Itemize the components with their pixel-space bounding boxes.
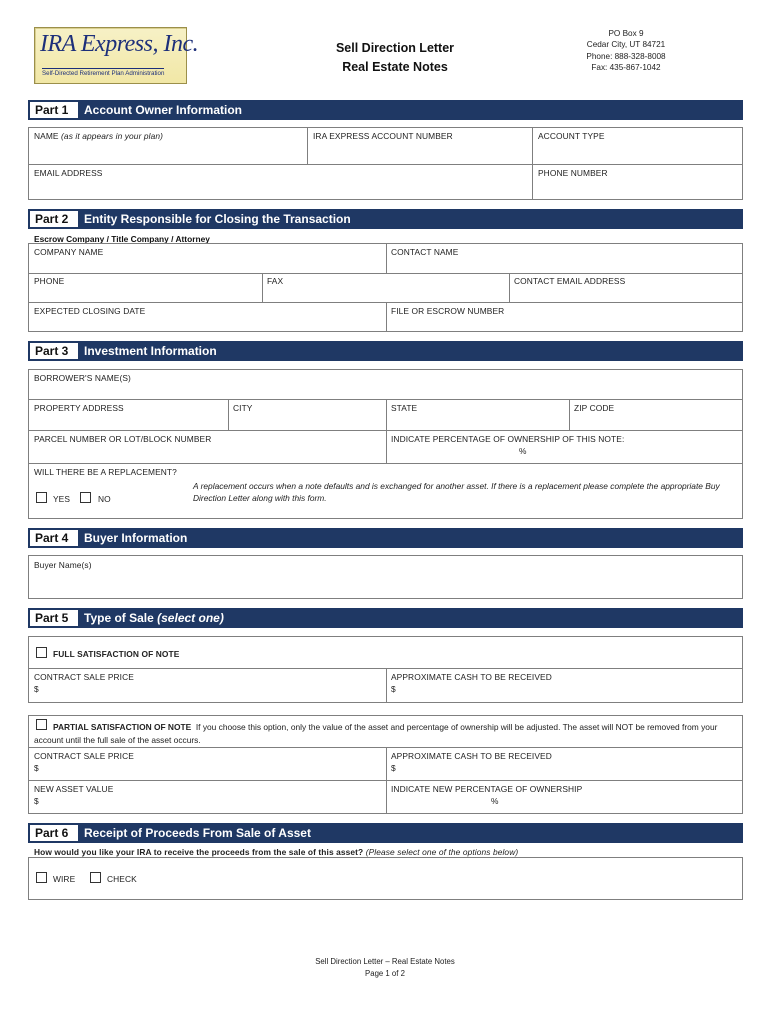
- name-hint: (as it appears in your plan): [61, 131, 164, 141]
- part3-title: Investment Information: [84, 344, 217, 358]
- part2-header: [28, 209, 743, 229]
- percent-sign: %: [519, 446, 527, 456]
- title-line-1: Sell Direction Letter: [335, 41, 455, 55]
- part2-title: Entity Responsible for Closing the Transaction: [84, 212, 351, 226]
- document-title: [300, 39, 490, 77]
- phone-field[interactable]: PHONE NUMBER: [538, 168, 608, 178]
- no-label: NO: [98, 494, 111, 504]
- dollar-sign: $: [34, 763, 39, 773]
- proceeds-question: [34, 847, 518, 857]
- wire-label: WIRE: [53, 874, 76, 884]
- company-phone-field[interactable]: PHONE: [34, 276, 65, 286]
- full-satisfaction-label: FULL SATISFACTION OF NOTE: [53, 649, 180, 659]
- account-type-field[interactable]: ACCOUNT TYPE: [538, 131, 605, 141]
- name-field[interactable]: [34, 131, 163, 141]
- contact-name-field[interactable]: CONTACT NAME: [391, 247, 459, 257]
- address-line: Cedar City, UT 84721: [586, 40, 666, 50]
- part3-number: Part 3: [30, 343, 78, 359]
- divider: [28, 273, 743, 274]
- page-number: Page 1 of 2: [365, 969, 405, 978]
- ownership-percentage-field[interactable]: INDICATE PERCENTAGE OF OWNERSHIP OF THIS NOTE:: [391, 434, 625, 444]
- part3-header: [28, 341, 743, 361]
- yes-label: YES: [53, 494, 71, 504]
- divider: [386, 302, 387, 332]
- part5-title-text: Type of Sale: [84, 611, 154, 625]
- company-logo: [34, 27, 199, 84]
- part1-header: [28, 100, 743, 120]
- part4-form: [28, 555, 743, 599]
- dollar-sign: $: [34, 796, 39, 806]
- zip-code-field[interactable]: ZIP CODE: [574, 403, 615, 413]
- company-name-field[interactable]: COMPANY NAME: [34, 247, 104, 257]
- part5-number: Part 5: [30, 610, 78, 626]
- replacement-yes-checkbox[interactable]: [36, 492, 47, 503]
- address-line: PO Box 9: [608, 29, 644, 38]
- dollar-sign: $: [391, 763, 396, 773]
- logo-text: IRA Express, Inc.: [40, 31, 199, 57]
- buyer-name-field[interactable]: Buyer Name(s): [34, 560, 92, 570]
- address-line: Phone: 888-328-8008: [586, 51, 666, 61]
- part4-title: Buyer Information: [84, 531, 188, 545]
- check-checkbox[interactable]: [90, 872, 101, 883]
- percent-sign: %: [491, 796, 499, 806]
- divider: [386, 243, 387, 273]
- divider: [28, 463, 743, 464]
- part6-title: Receipt of Proceeds From Sale of Asset: [84, 826, 311, 840]
- contact-email-field[interactable]: CONTACT EMAIL ADDRESS: [514, 276, 626, 286]
- part1-number: Part 1: [30, 102, 78, 118]
- proceeds-question-text: How would you like your IRA to receive the proceeds from the sale of this asset?: [34, 847, 364, 857]
- title-line-2: Real Estate Notes: [342, 60, 448, 74]
- part2-subheading: Escrow Company / Title Company / Attorney: [34, 234, 210, 244]
- partial-satisfaction-text: [34, 721, 739, 746]
- property-address-field[interactable]: PROPERTY ADDRESS: [34, 403, 124, 413]
- check-label: CHECK: [107, 874, 137, 884]
- partial-contract-price-field[interactable]: CONTRACT SALE PRICE: [34, 751, 134, 761]
- part6-number: Part 6: [30, 825, 78, 841]
- footer-title: Sell Direction Letter – Real Estate Notes: [315, 957, 455, 966]
- replacement-question: WILL THERE BE A REPLACEMENT?: [34, 467, 177, 477]
- logo-subtext: Self-Directed Retirement Plan Administration: [42, 70, 165, 77]
- replacement-note: A replacement occurs when a note defaults and is exchanged for another asset. If there is a replacement please complete the appropriate Buy Direction Letter along with this form.: [193, 481, 720, 503]
- full-satisfaction-checkbox[interactable]: [36, 647, 47, 658]
- divider: [386, 668, 387, 703]
- divider: [228, 399, 229, 430]
- part6-header: [28, 823, 743, 843]
- part1-title: Account Owner Information: [84, 103, 243, 117]
- part5-header: [28, 608, 743, 628]
- divider: [262, 273, 263, 302]
- divider: [532, 127, 533, 200]
- part5-title-hint: (select one): [157, 611, 224, 625]
- part2-number: Part 2: [30, 211, 78, 227]
- state-field[interactable]: STATE: [391, 403, 418, 413]
- partial-approx-cash-field[interactable]: APPROXIMATE CASH TO BE RECEIVED: [391, 751, 552, 761]
- part4-number: Part 4: [30, 530, 78, 546]
- full-approx-cash-field[interactable]: APPROXIMATE CASH TO BE RECEIVED: [391, 672, 552, 682]
- partial-satisfaction-label: PARTIAL SATISFACTION OF NOTE: [53, 722, 192, 732]
- divider: [386, 747, 387, 814]
- account-number-field[interactable]: IRA EXPRESS ACCOUNT NUMBER: [313, 131, 453, 141]
- borrower-name-field[interactable]: BORROWER'S NAME(S): [34, 373, 131, 383]
- new-ownership-percentage-field[interactable]: INDICATE NEW PERCENTAGE OF OWNERSHIP: [391, 784, 583, 794]
- full-contract-price-field[interactable]: CONTRACT SALE PRICE: [34, 672, 134, 682]
- new-asset-value-field[interactable]: NEW ASSET VALUE: [34, 784, 114, 794]
- dollar-sign: $: [391, 684, 396, 694]
- address-line: Fax: 435-867-1042: [591, 62, 661, 72]
- file-number-field[interactable]: FILE OR ESCROW NUMBER: [391, 306, 505, 316]
- fax-field[interactable]: FAX: [267, 276, 284, 286]
- divider: [307, 127, 308, 164]
- divider: [28, 164, 743, 165]
- proceeds-question-hint: (Please select one of the options below): [365, 847, 519, 857]
- city-field[interactable]: CITY: [233, 403, 253, 413]
- divider: [386, 399, 387, 463]
- email-field[interactable]: EMAIL ADDRESS: [34, 168, 103, 178]
- dollar-sign: $: [34, 684, 39, 694]
- part4-header: [28, 528, 743, 548]
- parcel-number-field[interactable]: PARCEL NUMBER OR LOT/BLOCK NUMBER: [34, 434, 212, 444]
- part5-title: [84, 611, 224, 625]
- closing-date-field[interactable]: EXPECTED CLOSING DATE: [34, 306, 146, 316]
- divider: [569, 399, 570, 430]
- page-footer: [285, 956, 485, 980]
- wire-checkbox[interactable]: [36, 872, 47, 883]
- divider: [509, 273, 510, 302]
- partial-satisfaction-description: If you choose this option, only the value of the asset and percentage of ownership will be adjusted. The asset will NOT be removed from your account until the full sale of the asset occurs.: [34, 722, 718, 745]
- name-label: NAME: [34, 131, 59, 141]
- company-address: [566, 28, 686, 73]
- replacement-no-checkbox[interactable]: [80, 492, 91, 503]
